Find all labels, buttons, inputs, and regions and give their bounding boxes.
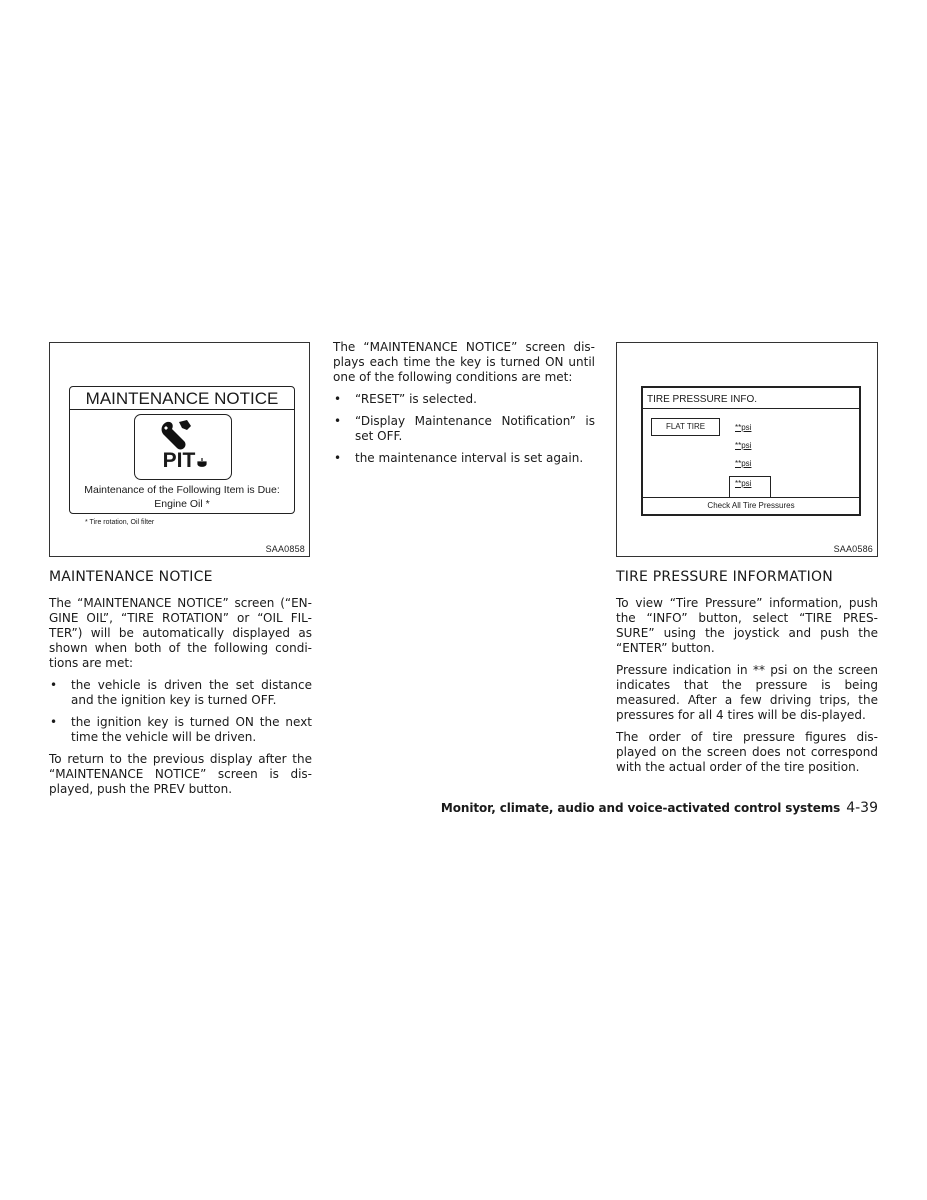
paragraph: To return to the previous display after the “MAINTENANCE NOTICE” screen is dis-played, push the PREV button. [49, 752, 312, 796]
flat-tire-label: FLAT TIRE [651, 418, 720, 436]
tire-pressure-screen [641, 386, 861, 516]
list-item: • “Display Maintenance Notification” is set OFF. [333, 414, 595, 444]
figure-code: SAA0586 [833, 544, 873, 554]
list-item: • “RESET” is selected. [333, 392, 595, 407]
list-item: • the maintenance interval is set again. [333, 451, 595, 466]
maintenance-item-text: Engine Oil * [154, 498, 210, 510]
tire-pressure-screen-title: TIRE PRESSURE INFO. [643, 388, 859, 409]
maintenance-notice-body [49, 596, 312, 804]
tire-pressure-figure [616, 342, 878, 557]
maintenance-notice-screen [69, 386, 295, 514]
check-all-tire-pressures: Check All Tire Pressures [643, 497, 859, 514]
paragraph: The “MAINTENANCE NOTICE” screen dis-plays each time the key is turned ON until one of the following conditions are met: [333, 340, 595, 384]
tire-psi-front-left: **psi [735, 423, 752, 432]
section-title: Monitor, climate, audio and voice-activated control systems [440, 801, 841, 815]
list-item: • the ignition key is turned ON the next time the vehicle will be driven. [49, 715, 312, 745]
oil-drop-icon [197, 457, 207, 469]
maintenance-due-text: Maintenance of the Following Item is Due: [84, 484, 280, 496]
figure-code: SAA0858 [265, 544, 305, 554]
maintenance-notice-heading: MAINTENANCE NOTICE [49, 569, 213, 585]
paragraph: The order of tire pressure figures dis-played on the screen does not correspond with the actual order of the tire position. [616, 730, 878, 774]
list-item: • the vehicle is driven the set distance and the ignition key is turned OFF. [49, 678, 312, 708]
tire-psi-front-right: **psi [735, 441, 752, 450]
maintenance-notice-screen-title: MAINTENANCE NOTICE [70, 387, 294, 410]
page-footer [441, 797, 878, 816]
figure-footnote: * Tire rotation, Oil filter [85, 519, 155, 526]
pit-icon-box [134, 414, 232, 480]
tire-pressure-heading: TIRE PRESSURE INFORMATION [616, 569, 833, 585]
page-number: 4-39 [846, 800, 878, 816]
tire-psi-rear-left: **psi [735, 459, 752, 468]
paragraph: Pressure indication in ** psi on the screen indicates that the pressure is being measured. After a few driving trips, the pressures for all 4 tires will be dis-played. [616, 663, 878, 722]
pit-label: PIT [162, 449, 196, 472]
maintenance-notice-figure [49, 342, 310, 557]
paragraph: The “MAINTENANCE NOTICE” screen (“EN-GINE OIL”, “TIRE ROTATION” or “OIL FIL-TER”) will be automatically displayed as shown when both of the following condi-tions are met: [49, 596, 312, 670]
tire-psi-rear-right: **psi [735, 479, 752, 488]
tire-pressure-body [616, 596, 878, 782]
maintenance-notice-continued [333, 340, 595, 473]
paragraph: To view “Tire Pressure” information, push the “INFO” button, select “TIRE PRES-SURE” using the joystick and push the “ENTER” button. [616, 596, 878, 655]
